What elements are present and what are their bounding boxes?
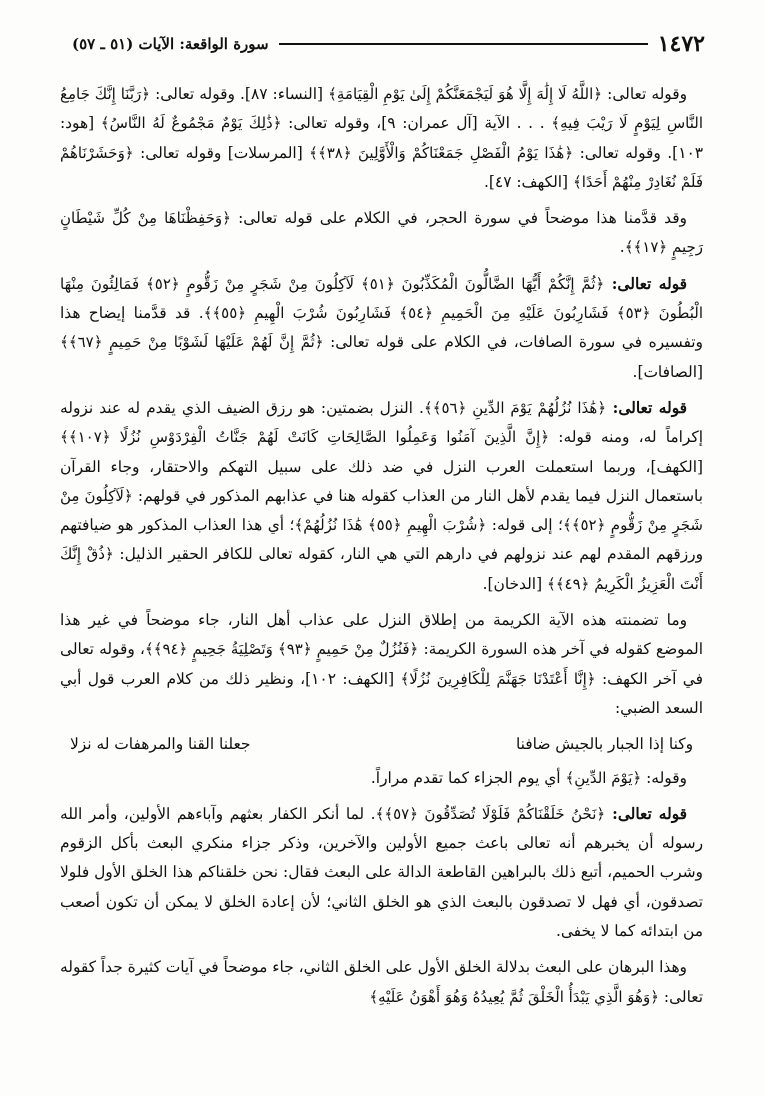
section-keyword: قوله تعالى: [604, 274, 688, 293]
quran-verse: ﴿ثُمَّ إِنَّكُمْ أَيُّهَا الضَّالُّونَ الْمُكَذِّبُونَ ﴿٥١﴾ لَآكِلُونَ مِنْ شَجَرٍ مِنْ زَقُّومٍ ﴿٥٢﴾ فَمَالِئُونَ مِنْهَا الْبُطُونَ ﴿٥٣﴾ فَشَارِبُونَ عَلَيْهِ مِنَ الْحَمِيمِ ﴿٥٤﴾ فَشَارِبُونَ شُرْبَ الْهِيمِ ﴿٥٥﴾﴾ [60, 274, 703, 323]
text-run: [النساء: ٨٧]. وقوله تعالى: [150, 85, 329, 103]
paragraph [60, 80, 703, 197]
text-run: . قد قدَّمنا إيضاح هذا وتفسيره في سورة الصافات، في الكلام على قوله تعالى: [60, 304, 703, 352]
quran-verse: ﴿إِنَّا أَعْتَدْنَا جَهَنَّمَ لِلْكَافِرِينَ نُزُلًا﴾ [400, 669, 596, 688]
poem-first-hemistich: وكنا إذا الجبار بالجيش ضافنا [515, 735, 693, 754]
paragraph [60, 800, 703, 946]
paragraph [60, 606, 703, 723]
quran-verse: ﴿ثُمَّ إِنَّ لَهُمْ عَلَيْهَا لَشَوْبًا مِنْ حَمِيمٍ ﴿٦٧﴾﴾ [60, 333, 324, 352]
text-run: . [619, 238, 625, 257]
quran-verse: ﴿لَآكِلُونَ مِنْ شَجَرٍ مِنْ زَقُّومٍ ﴿٥٢﴾﴾ [60, 486, 704, 535]
quran-verse: ﴿هَٰذَا يَوْمُ الْفَصْلِ جَمَعْنَاكُمْ وَالْأَوَّلِينَ ﴿٣٨﴾﴾ [309, 143, 574, 162]
section-keyword: قوله تعالى: [606, 398, 688, 417]
text-run: ؛ أي هذا العذاب المذكور هو ضيافتهم ورزقهم المقدم لهم عند نزولهم في دارهم التي هي النار، كقوله تعالى للكافر الحقير الذليل: [60, 516, 704, 564]
quran-verse: ﴿رَبَّنَا إِنَّكَ جَامِعُ النَّاسِ لِيَوْمٍ لَا رَيْبَ فِيهِ﴾ [60, 85, 703, 133]
text-run: أي يوم الجزاء كما تقدم مراراً. [370, 768, 566, 787]
text-run: . لما أنكر الكفار بعثهم وآباءهم الأولين، وأمر الله رسوله أن يخبرهم أنه تعالى باعث جميع الأولين والآخرين، وذكر جزاء منكري البعث بأكل الزقوم وشرب الحميم، أتبع ذلك بالبراهين القاطعة الدالة على البعث فقال: نحن خلقناكم هذا الخلق الأول فلولا تصدقون، أي فهل لا تصدقون بالبعث الذي هو الخلق الثاني؛ لأن إعادة الخلق لا يمكن أن تكون أصعب من ابتدائه كما لا يخفى. [60, 804, 703, 941]
text-run: [هود: ١٠٣]. وقوله تعالى: [60, 114, 703, 162]
quran-verse: ﴿ذُقْ إِنَّكَ أَنْتَ الْعَزِيزُ الْكَرِيمُ ﴿٤٩﴾﴾ [60, 545, 703, 593]
paragraph-group-before-poem [60, 80, 703, 723]
text-run: [الدخان]. [482, 574, 547, 593]
running-title: سورة الواقعة: الآيات (٥١ ـ ٥٧) [72, 35, 269, 53]
poem-verse [70, 730, 693, 759]
text-run: [المرسلات] وقوله تعالى: [133, 143, 310, 162]
text-run: وقوله: [641, 768, 687, 787]
text-run: وقد قدَّمنا هذا موضحاً في سورة الحجر، في الكلام على قوله تعالى: [230, 209, 687, 228]
text-run: . النزل بضمتين: هو رزق الضيف الذي يقدم له عند نزوله إكراماً له، ومنه قوله: [60, 398, 703, 447]
page-header [72, 30, 705, 58]
paragraph-group-after-poem [60, 764, 703, 1012]
quran-verse: ﴿شُرْبَ الْهِيمِ ﴿٥٥﴾ هَٰذَا نُزُلُهُمْ﴾ [294, 516, 487, 535]
quran-verse: ﴿وَهُوَ الَّذِي يَبْدَأُ الْخَلْقَ ثُمَّ يُعِيدُهُ وَهُوَ أَهْوَنُ عَلَيْهِ﴾ [369, 987, 659, 1006]
poem-second-hemistich: جعلنا القنا والمرهفات له نزلا [70, 735, 251, 754]
page-body [60, 80, 703, 1019]
text-run: وقوله تعالى: [602, 85, 688, 103]
quran-verse: ﴿إِنَّ الَّذِينَ آمَنُوا وَعَمِلُوا الصَّالِحَاتِ كَانَتْ لَهُمْ جَنَّاتُ الْفِرْدَوْسِ نُزُلًا ﴿١٠٧﴾﴾ [60, 428, 550, 447]
quran-verse: ﴿هَٰذَا نُزُلُهُمْ يَوْمَ الدِّينِ ﴿٥٦﴾﴾ [423, 398, 607, 417]
quran-verse: ﴿اللَّهُ لَا إِلَٰهَ إِلَّا هُوَ لَيَجْمَعَنَّكُمْ إِلَىٰ يَوْمِ الْقِيَامَةِ﴾ [328, 85, 603, 103]
text-run: [الكهف: ٤٧]. [484, 172, 573, 191]
text-run: [الصافات]. [632, 362, 703, 381]
quran-verse: ﴿وَحَشَرْنَاهُمْ فَلَمْ نُغَادِرْ مِنْهُمْ أَحَدًا﴾ [60, 143, 703, 191]
quran-verse: ﴿ذَٰلِكَ يَوْمٌ مَجْمُوعٌ لَهُ النَّاسُ﴾ [100, 114, 282, 133]
section-keyword: قوله تعالى: [605, 804, 687, 823]
paragraph [60, 270, 703, 387]
text-run: ، وقوله تعالى في آخر الكهف: [60, 640, 703, 688]
text-run: ؛ إلى قوله: [486, 516, 563, 535]
text-run: . . . الآية [آل عمران: ٩]، وقوله تعالى: [281, 114, 552, 133]
header-rule [279, 43, 648, 45]
paragraph [60, 394, 703, 599]
quran-verse: ﴿وَحَفِظْنَاهَا مِنْ كُلِّ شَيْطَانٍ رَجِيمٍ ﴿١٧﴾﴾ [60, 209, 703, 257]
quran-verse: ﴿فَنُزُلٌ مِنْ حَمِيمٍ ﴿٩٣﴾ وَتَصْلِيَةُ جَحِيمٍ ﴿٩٤﴾﴾ [144, 640, 419, 659]
paragraph [60, 204, 703, 263]
paragraph [60, 764, 703, 793]
text-run: وما تضمنته هذه الآية الكريمة من إطلاق النزل على عذاب أهل النار، جاء موضحاً في غير هذا الموضع كقوله في آخر هذه السورة الكريمة: [60, 611, 703, 659]
text-run: [الكهف]، وربما استعملت العرب النزل في ضد ذلك على سبيل التهكم والاحتقار، وجاء القرآن باستعمال النزل فيما يقدم لأهل النار من العذاب كقوله هنا في عذابهم المذكور في قولهم: [60, 457, 703, 505]
paragraph [60, 953, 703, 1012]
quran-verse: ﴿يَوْمَ الدِّينِ﴾ [565, 768, 642, 787]
text-run: وهذا البرهان على البعث بدلالة الخلق الأول على الخلق الثاني، جاء موضحاً في آيات كثيرة جداً كقوله تعالى: [60, 958, 703, 1006]
quran-verse: ﴿نَحْنُ خَلَقْنَاكُمْ فَلَوْلَا تُصَدِّقُونَ ﴿٥٧﴾﴾ [375, 804, 606, 823]
text-run: [الكهف: ١٠٢]، ونظير ذلك من كلام العرب قول أبي السعد الضبي: [60, 669, 703, 717]
page-number: ١٤٧٢ [657, 31, 705, 57]
